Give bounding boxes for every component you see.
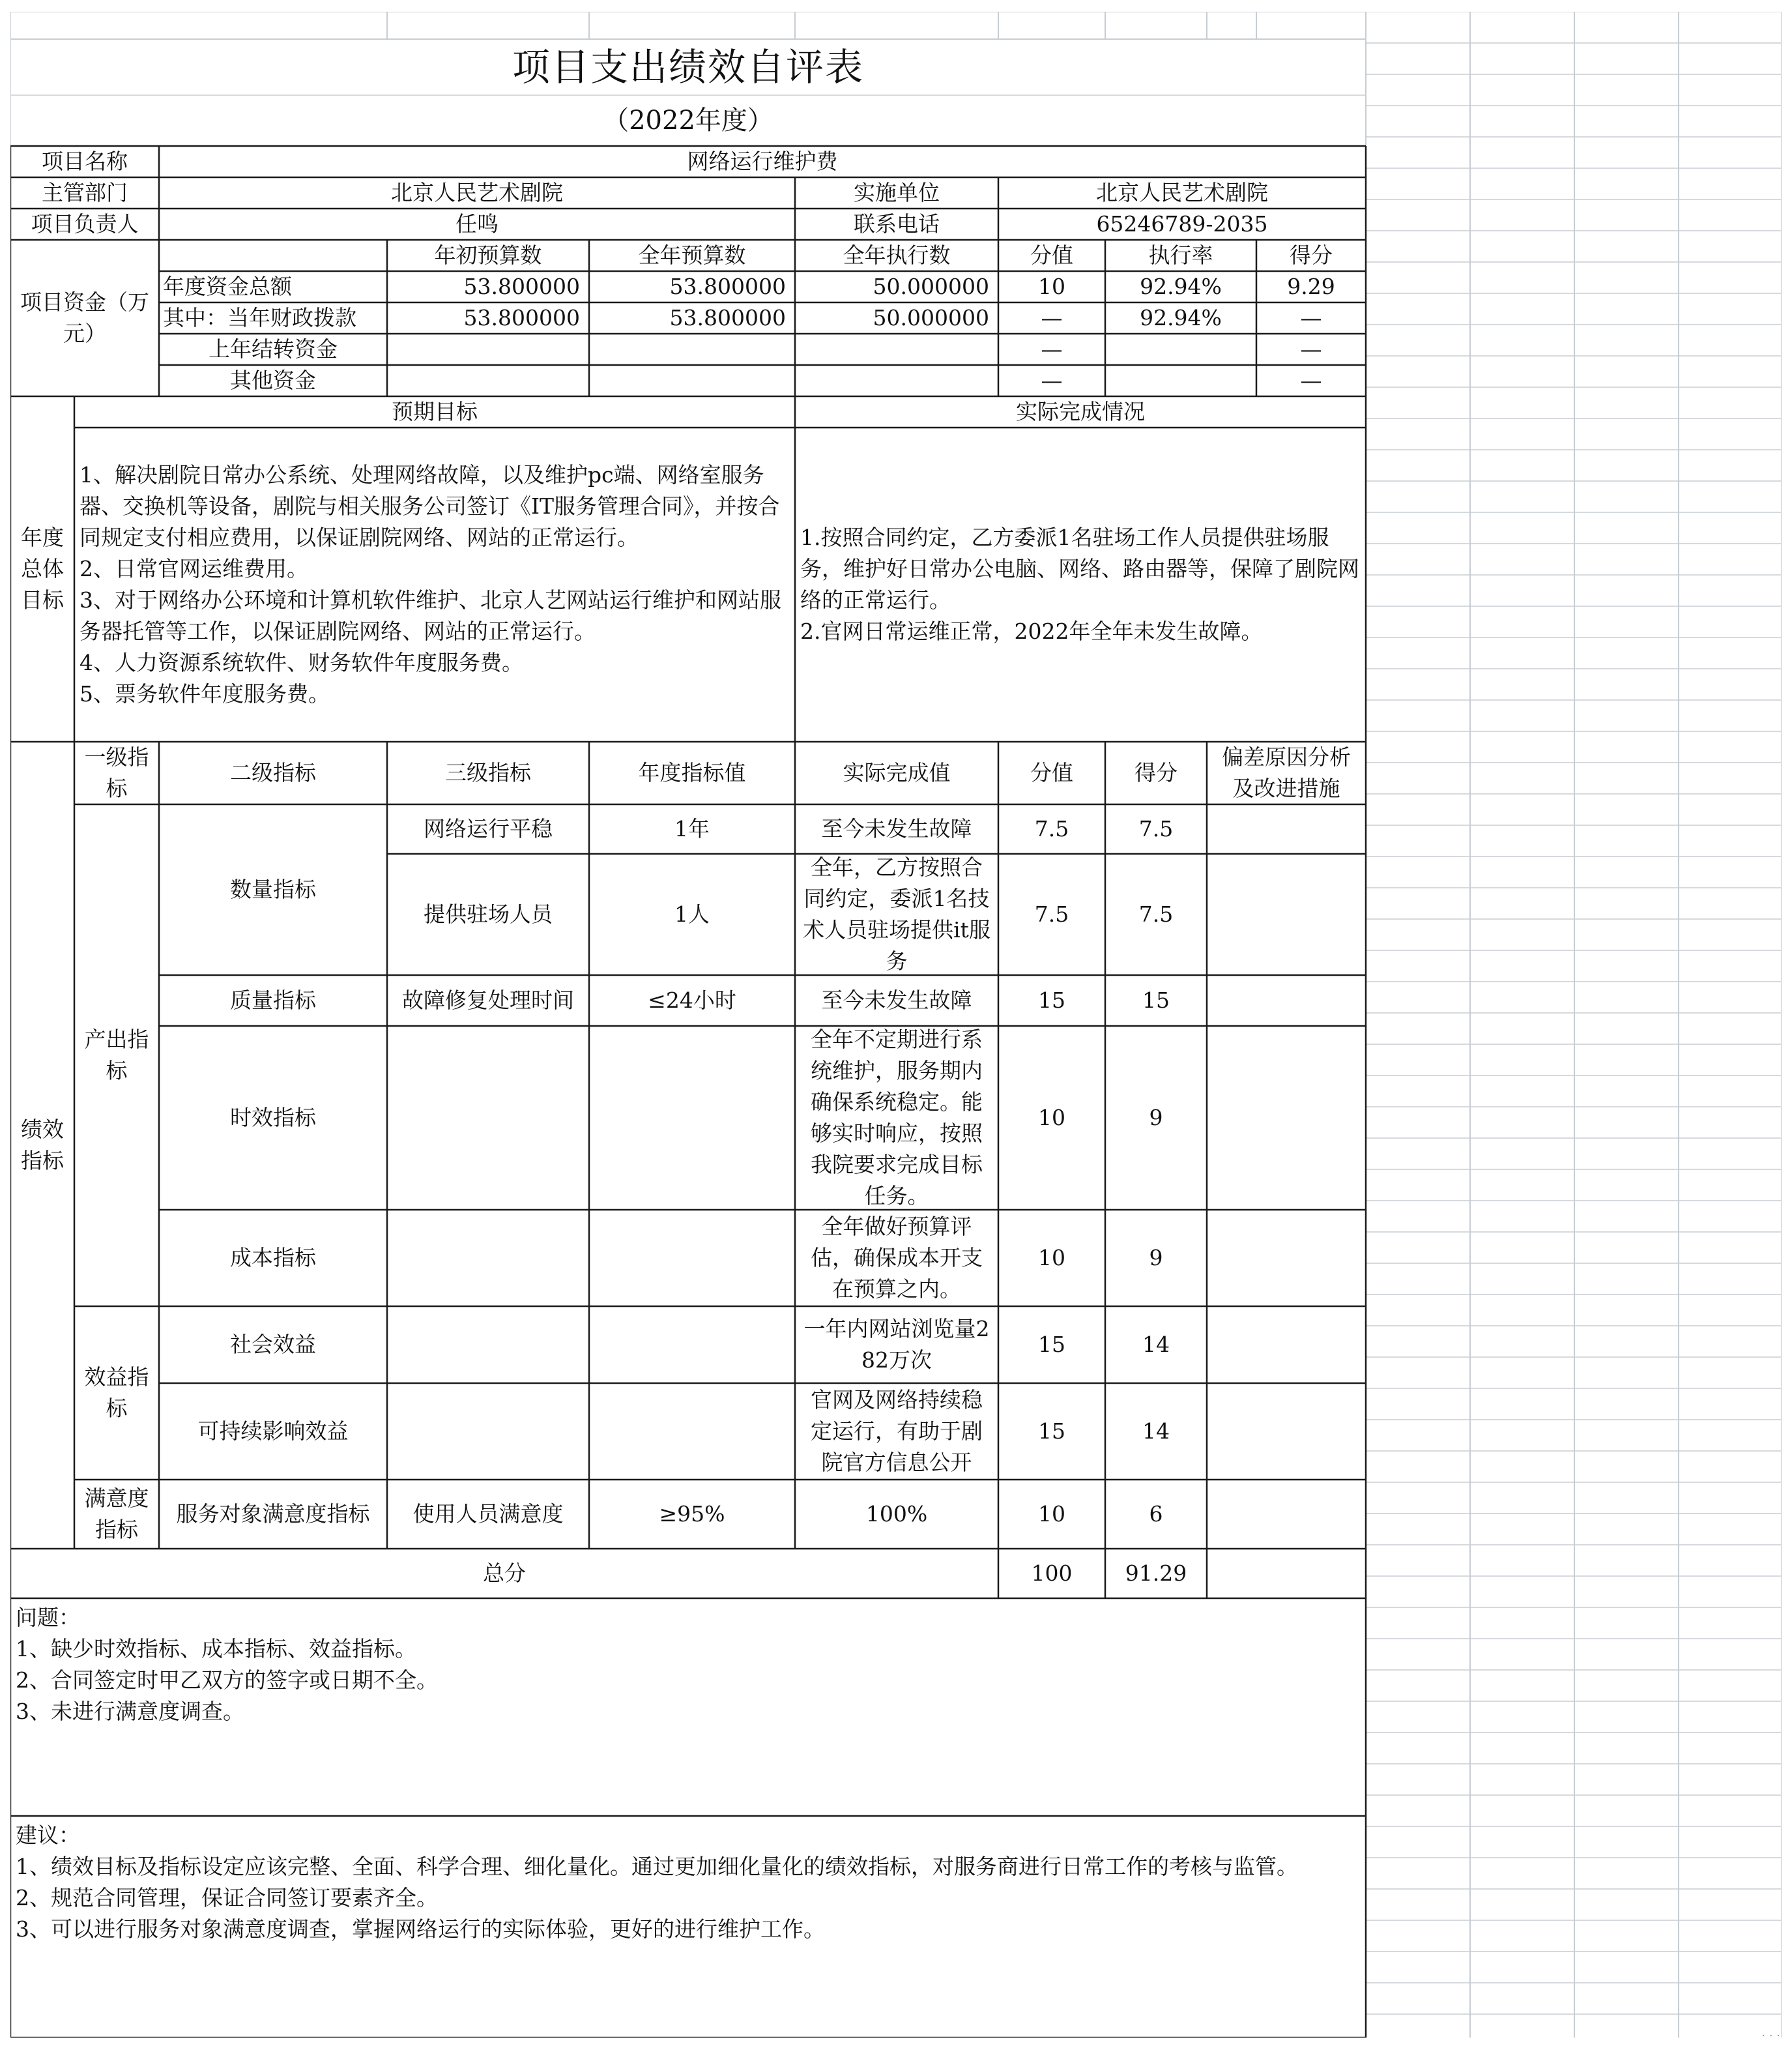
funds-cell: 53.800000 <box>463 274 580 299</box>
actual-result-header: 实际完成情况 <box>1016 399 1145 424</box>
suggestions-text: 建议： 1、绩效目标及指标设定应该完整、全面、科学合理、细化量化。通过更加细化量化的绩效指标，对服务商进行日常工作的考核与监管。 2、规范合同管理，保证合同签订要素齐全。 3、可以进行服务对象满意度调查，掌握网络运行的实际体验，更好的进行维护工作。 <box>16 1822 1298 1942</box>
indicator-header: 分值 <box>1030 760 1073 785</box>
actual-cell: 至今未发生故障 <box>821 987 972 1013</box>
form-title: 项目支出绩效自评表 <box>512 45 864 89</box>
goals-label: 年度总体目标 <box>21 525 64 613</box>
funds-header: 分值 <box>1030 242 1073 268</box>
funds-label: 项目资金（万元） <box>20 289 149 346</box>
funds-row-name: 其中：当年财政拨款 <box>163 305 356 330</box>
funds-row-name: 上年结转资金 <box>209 336 338 362</box>
total-label: 总分 <box>483 1560 526 1586</box>
dept-label: 主管部门 <box>42 180 128 205</box>
dept-value: 北京人民艺术剧院 <box>391 180 563 205</box>
actual-cell: 至今未发生故障 <box>821 816 972 841</box>
actual-cell: 全年，乙方按照合同约定，委派1名技术人员驻场提供it服务 <box>803 855 990 974</box>
points-cell: 10 <box>1038 1501 1065 1527</box>
indicators-label: 绩效指标 <box>21 1117 64 1173</box>
level3-cell: 网络运行平稳 <box>424 816 553 841</box>
funds-cell: 53.800000 <box>463 305 580 330</box>
funds-cell: 9.29 <box>1287 274 1335 299</box>
funds-cell: — <box>1041 305 1063 330</box>
funds-row-name: 年度资金总额 <box>163 274 292 299</box>
phone-label: 联系电话 <box>854 211 940 237</box>
total-points: 100 <box>1031 1560 1073 1586</box>
funds-cell: 92.94% <box>1140 274 1222 299</box>
indicator-header: 一级指标 <box>84 744 149 801</box>
indicator-header: 年度指标值 <box>638 760 746 785</box>
phone-value: 65246789-2035 <box>1096 211 1268 237</box>
funds-cell: — <box>1041 336 1063 362</box>
funds-cell: 92.94% <box>1140 305 1222 330</box>
actual-cell: 全年不定期进行系统维护，服务期内确保系统稳定。能够实时响应，按照我院要求完成目标任务。 <box>811 1027 983 1208</box>
watermark: · · · <box>1761 2029 1780 2043</box>
score-cell: 14 <box>1142 1332 1170 1357</box>
funds-cell: 50.000000 <box>873 305 989 330</box>
score-cell: 14 <box>1142 1418 1170 1444</box>
level2-quantity: 数量指标 <box>230 877 316 902</box>
actual-cell: 100% <box>865 1501 928 1527</box>
points-cell: 15 <box>1038 1332 1065 1357</box>
level2-cost: 成本指标 <box>230 1245 316 1270</box>
indicator-header: 实际完成值 <box>843 760 951 785</box>
funds-cell: 53.800000 <box>669 274 786 299</box>
funds-header: 得分 <box>1290 242 1333 268</box>
owner-value: 任鸣 <box>455 211 499 237</box>
actual-result-text: 1.按照合同约定，乙方委派1名驻场工作人员提供驻场服务，维护好日常办公电脑、网络、路由器等，保障了剧院网络的正常运行。 2.官网日常运维正常，2022年全年未发生故障。 <box>800 525 1359 644</box>
score-cell: 9 <box>1149 1245 1163 1270</box>
funds-cell: 10 <box>1038 274 1065 299</box>
level1-benefit: 效益指标 <box>84 1364 149 1421</box>
level1-satisfaction: 满意度指标 <box>84 1485 149 1542</box>
points-cell: 7.5 <box>1034 816 1069 841</box>
score-cell: 9 <box>1149 1105 1163 1130</box>
funds-cell: — <box>1300 305 1322 330</box>
expected-goal-header: 预期目标 <box>392 399 478 424</box>
level2-timeliness: 时效指标 <box>230 1105 316 1130</box>
target-cell: ≤24小时 <box>648 987 736 1013</box>
actual-cell: 官网及网络持续稳定运行，有助于剧院官方信息公开 <box>811 1387 983 1475</box>
level2-quality: 质量指标 <box>230 987 316 1013</box>
level2-social: 社会效益 <box>230 1332 316 1357</box>
target-cell: 1年 <box>674 816 710 841</box>
indicator-header: 得分 <box>1134 760 1178 785</box>
project-name: 网络运行维护费 <box>687 149 838 174</box>
level3-cell: 提供驻场人员 <box>424 901 553 927</box>
score-cell: 7.5 <box>1138 901 1174 927</box>
funds-header: 执行率 <box>1148 242 1213 268</box>
target-cell: ≥95% <box>659 1501 725 1527</box>
points-cell: 15 <box>1038 1418 1065 1444</box>
level1-output: 产出指标 <box>84 1027 149 1083</box>
points-cell: 10 <box>1038 1245 1065 1270</box>
impl-value: 北京人民艺术剧院 <box>1096 180 1268 205</box>
score-cell: 7.5 <box>1138 816 1174 841</box>
total-score: 91.29 <box>1125 1560 1187 1586</box>
evaluation-sheet <box>10 12 1782 2038</box>
level3-cell: 使用人员满意度 <box>412 1501 564 1527</box>
funds-cell: 50.000000 <box>873 274 989 299</box>
funds-header: 年初预算数 <box>434 242 542 268</box>
funds-cell: — <box>1300 368 1322 393</box>
owner-label: 项目负责人 <box>31 211 139 237</box>
indicator-header: 偏差原因分析及改进措施 <box>1222 744 1351 801</box>
score-cell: 15 <box>1142 987 1170 1013</box>
actual-cell: 一年内网站浏览量282万次 <box>803 1316 990 1373</box>
funds-cell: — <box>1300 336 1322 362</box>
target-cell: 1人 <box>674 901 710 927</box>
funds-cell: 53.800000 <box>669 305 786 330</box>
funds-header: 全年预算数 <box>638 242 746 268</box>
funds-row-name: 其他资金 <box>230 368 316 393</box>
expected-goal-text: 1、解决剧院日常办公系统、处理网络故障，以及维护pc端、网络室服务器、交换机等设备，剧院与相关服务公司签订《IT服务管理合同》，并按合同规定支付相应费用，以保证剧院网络、网站的正常运行。 2、日常官网运维费用。 3、对于网络办公环境和计算机软件维护、北京人艺网站运行维护和网站服务器托管等工作，以保证剧院网络、网站的正常运行。 4、人力资源系统软件、财务软件年度服务费。 5、票务软件年度服务费。 <box>79 462 781 707</box>
points-cell: 7.5 <box>1034 901 1069 927</box>
project-name-label: 项目名称 <box>42 149 128 174</box>
funds-cell: — <box>1041 368 1063 393</box>
problems-text: 问题： 1、缺少时效指标、成本指标、效益指标。 2、合同签定时甲乙双方的签字或日期不全。 3、未进行满意度调查。 <box>16 1605 438 1724</box>
score-cell: 6 <box>1149 1501 1163 1527</box>
indicator-header: 三级指标 <box>445 760 531 785</box>
impl-label: 实施单位 <box>854 180 940 205</box>
points-cell: 10 <box>1038 1105 1065 1130</box>
form-year: （2022年度） <box>603 106 773 136</box>
level3-cell: 故障修复处理时间 <box>402 987 574 1013</box>
funds-header: 全年执行数 <box>843 242 951 268</box>
level2-sustainable: 可持续影响效益 <box>197 1418 349 1444</box>
actual-cell: 全年做好预算评估，确保成本开支在预算之内。 <box>811 1214 983 1302</box>
indicator-header: 二级指标 <box>230 760 316 785</box>
points-cell: 15 <box>1038 987 1065 1013</box>
level2-satisfaction: 服务对象满意度指标 <box>176 1501 370 1527</box>
